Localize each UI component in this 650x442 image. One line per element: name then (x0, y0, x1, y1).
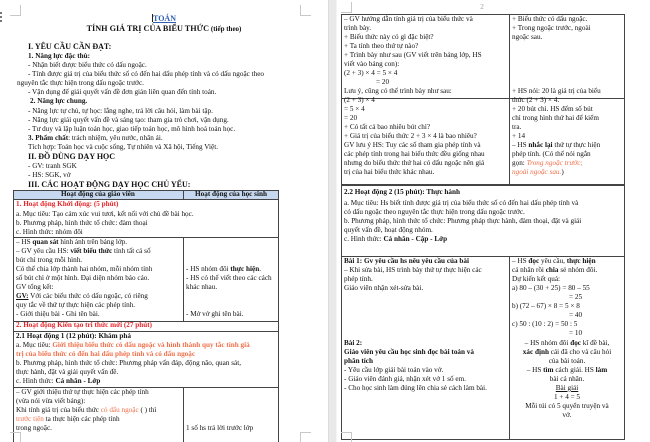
student-activity-line: + Biểu thức có dấu ngoặc. (512, 15, 588, 23)
subheading-general-competence: 2. Năng lực chung. (30, 97, 88, 105)
teacher-activity-line: trình bày. (344, 24, 372, 32)
teacher-activity-line: các phép tính trong hai biểu thức đều giống nhau (344, 150, 485, 158)
teacher-activity-line: GV lưu ý HS: Tuy các số tham gia phép tính và (344, 141, 481, 149)
student-activity-line: + 14 (512, 132, 526, 140)
teacher-activity-line: viết vào bảng con): (344, 60, 400, 68)
page-number: 2 (480, 3, 484, 11)
column-header-student: Hoạt động của học sinh (195, 190, 267, 198)
teacher-activity-line: = 20 (376, 78, 390, 86)
student-activity-line: Dự kiến kết quả: (512, 275, 561, 283)
paragraph-form: c. Hình thức: Cá nhân - Cặp - Lớp (344, 235, 448, 243)
paragraph-goal: trị của biểu thức có đến hai dấu phép tính và có dấu ngoặc (16, 350, 196, 358)
teacher-activity-line: trước tiên ta thực hiện các phép tính (16, 415, 120, 423)
student-activity-line: gọn: Trong ngoặc trước; (512, 159, 583, 167)
page-gutter (328, 0, 337, 442)
paragraph: b. Phương pháp, hình thức tổ chức: Phương pháp vấn đáp, động não, quan sát, (16, 359, 242, 367)
activity-2-1-title: 2.1 Hoạt động 1 (12 phút): Khám phá (16, 332, 132, 340)
paragraph: quyết vấn đề, hoạt động nhóm. (344, 226, 433, 234)
teacher-activity-line: trong ngoặc. (16, 424, 52, 432)
student-activity-line: – HS đọc yêu cầu, thực hiện (512, 257, 596, 265)
teacher-activity-line: trị của hai biểu thức khác nhau. (344, 168, 435, 176)
column-divider (183, 387, 184, 442)
student-activity-line: khác nhau. (186, 283, 218, 291)
teacher-activity-line: phân tích (344, 357, 373, 365)
teacher-activity-line: GV tổng kết: (16, 283, 54, 291)
paragraph: - Tư duy và lập luận toán học, giao tiếp toán học, mô hình hoá toán học. (28, 125, 236, 133)
teacher-activity-line: + Biểu thức này có gì đặc biệt? (344, 33, 434, 41)
crop-mark (300, 432, 311, 442)
student-activity-line: ngoặc sau. (512, 33, 543, 41)
student-activity-line: - Mở vở ghi tên bài. (186, 310, 244, 318)
student-activity-line: phép tính. (Có thể nói ngắn (512, 150, 591, 158)
paragraph: - Năng lực tự chủ, tự học: lắng nghe, trả lời câu hỏi, làm bài tập. (28, 107, 213, 115)
student-activity-line: xác định cái đã cho và câu hỏi (522, 348, 612, 356)
paragraph: b. Phương pháp, hình thức tổ chức: Phương pháp thực hành, đàm thoại, đặt và giải (344, 217, 582, 225)
student-activity-line: 1 số hs trả lời trước lớp (186, 424, 254, 432)
paragraph: - GV: tranh SGK (28, 162, 77, 170)
teacher-activity-line: (2 + 3) × 4 = 5 × 4 (344, 69, 398, 77)
student-activity-line: – HS nhắc lại thứ tự thực hiện (512, 141, 601, 149)
paragraph: - HS: SGK, vở (28, 171, 71, 179)
student-activity-line: thức (2 + 3) × 4. (512, 96, 560, 104)
expected-result-c: = 10 (569, 329, 583, 337)
teacher-activity-line: Có thể chia lớp thành hai nhóm, mỗi nhóm tính (16, 265, 153, 273)
column-divider (509, 14, 510, 185)
teacher-activity-line: + Ta tính theo thứ tự nào? (344, 42, 419, 50)
exercise-2-title: Bài 2: (344, 339, 363, 347)
teacher-activity-line: (2 + 3) × 4 (344, 96, 375, 104)
teacher-activity-line: – Khi sửa bài, HS trình bày thứ tự thực hiện các (344, 266, 482, 274)
expected-result-a: a) 80 – (30 + 25) = 80 – 55 (512, 284, 590, 292)
teacher-activity-line: phép tính. (344, 275, 373, 283)
teacher-activity-line: – GV hướng dẫn tính giá trị của biểu thức và (344, 15, 473, 23)
student-activity-line: + Trong ngoặc trước, ngoài (512, 24, 591, 32)
paragraph: - Năng lực giải quyết vấn đề và sáng tạo: tham gia trò chơi, vận dụng. (28, 116, 229, 124)
paragraph: - Nhận biết được biểu thức có dấu ngoặc. (28, 61, 147, 69)
teacher-activity-line: + Có tất cả bao nhiêu bút chì? (344, 123, 431, 131)
crop-mark (341, 432, 352, 442)
teacher-activity-line: bút chì trong mỗi hình. (16, 256, 83, 264)
subheading-specific-competence: 1. Năng lực đặc thù: (28, 52, 91, 60)
activity-2-title: 2. Hoạt động Kiến tạo tri thức mới (27 phút) (16, 321, 153, 329)
teacher-activity-line: Lưu ý, cũng có thể trình bày như sau: (344, 87, 452, 95)
teacher-activity-line: GV: Với các biểu thức có dấu ngoặc, có riêng (16, 292, 148, 300)
student-activity-line: cá nhân rồi chia sẻ nhóm đôi. (512, 266, 598, 274)
teacher-activity-line: = 5 × 4 (344, 105, 365, 113)
lesson-title: TÍNH GIÁ TRỊ CỦA BIỂU THỨC (tiếp theo) (86, 24, 242, 33)
paragraph: - Tính được giá trị của biểu thức số có đến hai dấu phép tính và có dấu ngoặc theo (28, 70, 264, 78)
exercise-1-title: Bài 1: Gv yêu cầu hs nêu yêu cầu của bài (344, 257, 469, 265)
paragraph: nguyên tắc thực hiện trong dấu ngoặc trước. (17, 79, 144, 87)
student-activity-line: tra. (512, 123, 522, 131)
solution-line: 1 + 4 = 5 (553, 393, 581, 401)
paragraph-goal: a. Mục tiêu: Giới thiệu biểu thức có dấu ngoặc và hình thành quy tắc tính giá (16, 341, 250, 349)
student-activity-line: - HS nhóm đôi thực hiện. (186, 265, 261, 273)
student-activity-line: + HS nói: 20 là giá trị của biểu (512, 87, 601, 95)
teacher-activity-line: = 20 (344, 114, 358, 122)
paragraph: a. Mục tiêu: Tạo cảm xúc vui tươi, kết nối với chủ đề bài học. (16, 210, 194, 218)
expected-result-b: b) (72 – 67) × 8 = 5 × 8 (512, 302, 580, 310)
expected-result-a: = 25 (569, 293, 583, 301)
teacher-activity-line: - Giáo viên đánh giá, nhận xét vở 1 số em. (344, 375, 466, 383)
teacher-activity-line: Khi tính giá trị của biểu thức có dấu ngoặc ( ) thì (16, 406, 157, 414)
paragraph: c. Hình thức: nhóm đôi (16, 228, 83, 236)
teacher-activity-line: Giáo viên nhận xét-sửa bài. (344, 284, 424, 292)
student-activity-line: - HS có thể viết theo các cách (186, 274, 272, 282)
teacher-activity-line: (vừa nói vừa viết bảng): (16, 397, 86, 405)
paragraph: thực hành, đặt và giải quyết vấn đề. (16, 368, 119, 376)
column-header-teacher: Hoạt động của giáo viên (61, 190, 135, 198)
paragraph: có dấu ngoặc theo nguyên tắc thực hiện trong dấu ngoặc trước. (344, 208, 525, 216)
paragraph-qualities: 3. Phẩm chất: trách nhiệm, yêu nước, nhân ái. (28, 134, 163, 142)
student-activity-line: bài cá nhân. (549, 375, 585, 383)
student-activity-line: – HS nhóm đôi đọc kĩ đề bài, (524, 339, 610, 347)
activity-1-title: 1. Hoạt động Khởi động: (5 phút) (16, 200, 119, 208)
teacher-activity-line: số bút chì ở một hình. Đại diện nhóm báo cáo. (16, 274, 150, 282)
solution-heading: Bài giải (555, 384, 579, 392)
teacher-activity-line: + Trình bày như sau (GV viết trên bảng lớp, HS (344, 51, 482, 59)
paragraph-form: c. Hình thức: Cá nhân - Lớp (16, 377, 101, 385)
section-heading-materials: II. ĐỒ DÙNG DẠY HỌC (28, 152, 116, 161)
paragraph: - Vận dụng để giải quyết vấn đề đơn giản liên quan đến tính toán. (28, 88, 217, 96)
solution-line: vở. (562, 411, 572, 419)
paragraph: a. Mục tiêu: Hs biết tính được giá trị của biểu thức số có đến hai dấu phép tính và (344, 199, 579, 207)
teacher-activity-line: – GV yêu cầu HS: viết biểu thức tính tất cả số (16, 247, 151, 255)
expected-result-b: = 40 (569, 311, 583, 319)
solution-line: Mỗi túi có 5 quyển truyện và (525, 402, 609, 410)
document-page-2 (337, 0, 650, 442)
student-activity-line: + 20 bút chì. HS đếm số bút (512, 105, 593, 113)
student-activity-line: ngoài ngoặc sau.) (512, 168, 564, 176)
teacher-activity-line: - Cho học sinh làm đúng lên chia sẻ cách làm bài. (344, 384, 487, 392)
student-activity-line: của bài toán. (548, 357, 586, 365)
expected-result-c: c) 50 : (10 : 2) = 50 : 5 (512, 320, 578, 328)
crop-mark (10, 432, 21, 442)
student-activity-line: chì trong hình thứ hai để kiểm (512, 114, 599, 122)
activity-2-2-title: 2.2 Hoạt động 2 (15 phút): Thực hành (344, 188, 461, 196)
teacher-activity-line: + Giá trị của biểu thức 2 + 3 × 4 là bao nhiêu? (344, 132, 477, 140)
student-activity-line: – HS tìm cách giải. HS làm (526, 366, 608, 374)
teacher-activity-line: - Giới thiệu bài - Ghi tên bài. (16, 310, 100, 318)
column-divider (183, 237, 184, 322)
teacher-activity-line: quy tắc về thứ tự thực hiện các phép tính. (16, 301, 136, 309)
paragraph-integration: Tích hợp: Toán học và cuộc sống, Tự nhiên và Xã hội, Tiếng Việt. (28, 143, 219, 151)
section-heading-activities: III. CÁC HOẠT ĐỘNG DẠY HỌC CHỦ YẾU: (28, 180, 191, 189)
subject-title: TOÁN (153, 14, 176, 23)
paragraph: b. Phương pháp, hình thức tổ chức: đàm thoại (16, 219, 148, 227)
teacher-activity-line: – HS quan sát hình ảnh trên bảng lớp. (16, 238, 128, 246)
teacher-activity-line: Giáo viên yêu cầu học sinh đọc bài toán và (344, 348, 474, 356)
teacher-activity-line: – GV giới thiệu thứ tự thực hiện các phép tính (16, 388, 149, 396)
section-heading-requirements: I. YÊU CẦU CẦN ĐẠT: (28, 42, 112, 51)
teacher-activity-line: - Yêu cầu lớp giải bài toán vào vở. (344, 366, 444, 374)
teacher-activity-line: nhưng do biểu thức thứ hai có dấu ngoặc nên giá (344, 159, 485, 167)
